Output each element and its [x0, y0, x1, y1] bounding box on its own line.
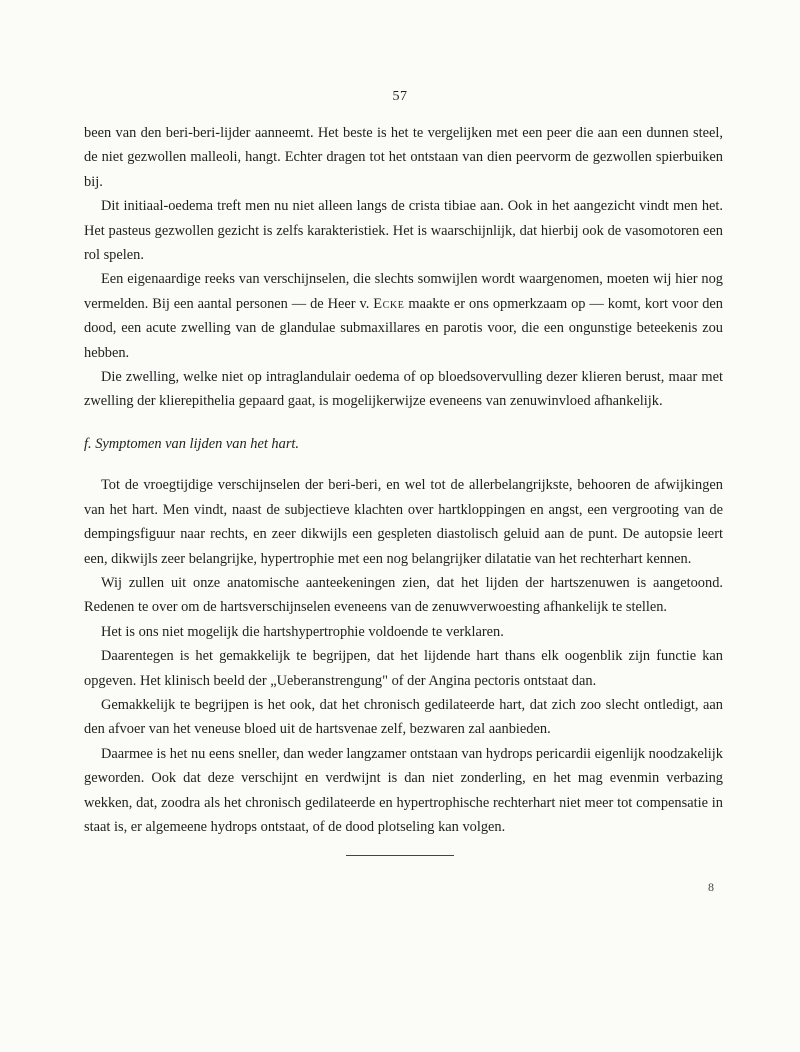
paragraph-5: Tot de vroegtijdige verschijnselen der beri-beri, en wel tot de allerbelangrijkste, behooren de afwijkingen van het hart. Men vindt, naast de subjectieve klachten over hartkloppingen en angst, een vergrooting van de dempingsfiguur naar rechts, en zeer dikwijls een gespleten diastolisch geluid aan de punt. De autopsie leert een, dikwijls zeer belangrijke, hypertrophie met een nog belangrijker dilatatie van het rechterhart kennen.: [84, 477, 723, 567]
paragraph-9: Gemakkelijk te begrijpen is het ook, dat het chronisch gedilateerde hart, dat zich zoo slecht ontledigt, aan den afvoer van het veneuse bloed uit de hartsvenae zelf, bezwaren zal aanbieden.: [84, 696, 723, 738]
signature-mark: 8: [708, 880, 714, 894]
paragraph-4: Die zwelling, welke niet op intraglandulair oedema of op bloedsovervulling dezer klieren berust, maar met zwelling der klierepithelia gepaard gaat, is mogelijkerwijze eveneens van zenuwinvloed afhankelijk.: [84, 369, 723, 410]
paragraph-7: Het is ons niet mogelijk die hartshypertrophie voldoende te verklaren.: [101, 623, 504, 640]
paragraph-3-part-2: maakte er ons opmerkzaam op — komt, kort voor den dood, een acute zwelling van de glandulae submaxillares en parotis voor, die een ongunstige beteekenis zou hebben.: [84, 295, 723, 361]
section-title: f. Symptomen van lijden van het hart.: [84, 435, 300, 452]
paragraph-3: [84, 267, 723, 365]
paragraph-8: Daarentegen is het gemakkelijk te begrijpen, dat het lijdende hart thans elk oogenblik zijn functie kan opgeven. Het klinisch beeld der „Ueberanstrengung" of der Angina pectoris ontstaat dan.: [84, 648, 723, 689]
paragraph-3-part-1: Een eigenaardige reeks van verschijnselen, die slechts somwijlen wordt waargenomen, moeten wij hier nog vermelden. Bij een aantal personen — de Heer v.: [84, 271, 723, 312]
paragraph-2: Dit initiaal-oedema treft men nu niet alleen langs de crista tibiae aan. Ook in het aangezicht vindt men het. Het pasteus gezwollen gezicht is zelfs karakteristiek. Het is waarschijnlijk, dat hierbij ook de vasomotoren een rol spelen.: [84, 198, 723, 264]
paragraph-1: been van den beri-beri-lijder aanneemt. Het beste is het te vergelijken met een peer die aan een dunnen steel, de niet gezwollen malleoli, hangt. Echter dragen tot het ontstaan van dien peervorm de gezwollen spierbuiken bij.: [84, 125, 723, 190]
paragraph-6: Wij zullen uit onze anatomische aanteekeningen zien, dat het lijden der hartszenuwen is aangetoond. Redenen te over om de hartsverschijnselen eveneens van de zenuwverwoesting afhankelijk te stellen.: [84, 574, 723, 616]
page-number: 57: [392, 89, 408, 104]
body-text: [84, 121, 723, 839]
person-name-ecke: Ecke: [373, 295, 405, 312]
footer-rule: [346, 855, 454, 856]
paragraph-10: Daarmee is het nu eens sneller, dan weder langzamer ontstaan van hydrops pericardii eigenlijk noodzakelijk geworden. Ook dat deze verschijnt en verdwijnt is dan niet zonderling, en het mag evenmin verbazing wekken, dat, zoodra als het chronisch gedilateerde en hypertrophische rechterhart niet meer tot compensatie in staat is, er algemeene hydrops ontstaat, of de dood plotseling kan volgen.: [84, 745, 723, 835]
